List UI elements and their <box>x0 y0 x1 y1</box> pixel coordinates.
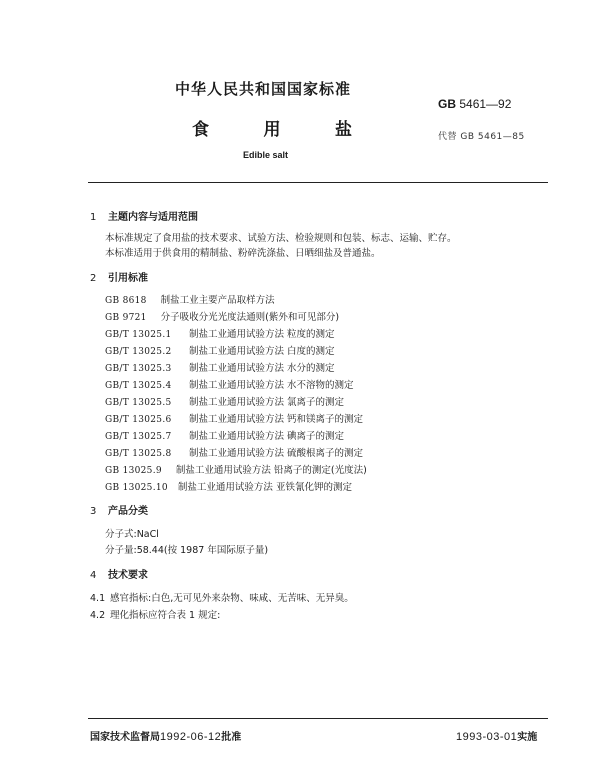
reference-code: GB 8618 <box>105 296 147 306</box>
reference-desc: 制盐工业通用试验方法 钙和镁离子的测定 <box>189 414 364 425</box>
reference-desc: 分子吸收分光光度法通则(紫外和可见部分) <box>160 312 340 323</box>
reference-desc: 制盐工业主要产品取样方法 <box>160 295 275 306</box>
reference-desc: 制盐工业通用试验方法 粒度的测定 <box>189 329 335 340</box>
standard-code-number: 5461—92 <box>459 97 512 111</box>
reference-desc: 制盐工业通用试验方法 硫酸根离子的测定 <box>189 448 364 459</box>
reference-code: GB 13025.10 <box>105 483 168 493</box>
section-title: 技术要求 <box>108 570 148 581</box>
reference-code: GB/T 13025.1 <box>105 330 172 340</box>
reference-item <box>105 377 354 391</box>
effective-label: 实施 <box>517 732 538 743</box>
reference-desc: 制盐工业通用试验方法 水分的测定 <box>189 363 335 374</box>
reference-item <box>105 309 339 323</box>
footer-rule <box>88 718 548 719</box>
section-title: 产品分类 <box>108 506 148 517</box>
molecular-formula: 分子式:NaCl <box>105 529 159 540</box>
reference-item <box>105 462 367 476</box>
reference-code: GB 13025.9 <box>105 466 162 476</box>
reference-item <box>105 292 275 306</box>
reference-item <box>105 343 335 357</box>
title-char-2: 用 <box>263 120 281 140</box>
english-title: Edible salt <box>243 150 289 160</box>
reference-code: GB 9721 <box>105 313 147 323</box>
reference-item <box>105 411 363 425</box>
reference-item <box>105 428 344 442</box>
section-4-heading <box>90 566 148 581</box>
reference-code: GB/T 13025.5 <box>105 398 172 408</box>
molecular-weight: 分子量:58.44(按 1987 年国际原子量) <box>105 545 269 556</box>
section-number: 4 <box>90 570 97 581</box>
section-title: 主题内容与适用范围 <box>108 212 198 223</box>
section-3-heading <box>90 502 148 517</box>
reference-code: GB/T 13025.3 <box>105 364 172 374</box>
title-char-1: 食 <box>192 120 209 140</box>
standard-code-prefix: GB <box>438 97 456 111</box>
standard-name: 中华人民共和国国家标准 <box>175 80 352 98</box>
header-rule <box>88 182 548 183</box>
requirement-item <box>90 590 354 604</box>
reference-item <box>105 394 344 408</box>
section-number: 1 <box>90 212 97 223</box>
section-1-para-2: 本标准适用于供食用的精制盐、粉碎洗涤盐、日晒细盐及普通盐。 <box>105 248 381 259</box>
issue-date: 1992-06-12 <box>160 731 222 743</box>
section-number: 2 <box>90 273 97 284</box>
section-1-para-1: 本标准规定了食用盐的技术要求、试验方法、检验规则和包装、标志、运输、贮存。 <box>105 233 457 244</box>
reference-desc: 制盐工业通用试验方法 水不溶物的测定 <box>189 380 354 391</box>
effective-info <box>456 728 537 743</box>
issue-label: 批准 <box>221 732 242 743</box>
section-number: 3 <box>90 506 97 517</box>
reference-item <box>105 360 335 374</box>
replaces-standard: 代替 GB 5461—85 <box>438 132 525 142</box>
issuer: 国家技术监督局 <box>90 732 160 743</box>
reference-item <box>105 479 352 493</box>
reference-desc: 制盐工业通用试验方法 碘离子的测定 <box>189 431 345 442</box>
approval-info <box>90 728 241 743</box>
title-char-3: 盐 <box>335 120 352 140</box>
reference-desc: 制盐工业通用试验方法 亚铁氰化钾的测定 <box>177 482 352 493</box>
requirement-item <box>90 607 220 621</box>
reference-item <box>105 326 335 340</box>
document-title <box>192 115 352 140</box>
reference-code: GB/T 13025.2 <box>105 347 172 357</box>
requirement-text: 理化指标应符合表 1 规定: <box>110 610 221 621</box>
section-title: 引用标准 <box>108 273 148 284</box>
requirement-number: 4.2 <box>90 610 106 621</box>
reference-desc: 制盐工业通用试验方法 氯离子的测定 <box>189 397 345 408</box>
standard-code <box>438 97 511 111</box>
requirement-number: 4.1 <box>90 593 106 604</box>
reference-desc: 制盐工业通用试验方法 铅离子的测定(光度法) <box>175 465 367 476</box>
reference-desc: 制盐工业通用试验方法 白度的测定 <box>189 346 335 357</box>
section-2-heading <box>90 269 148 284</box>
section-1-heading <box>90 208 198 223</box>
reference-code: GB/T 13025.6 <box>105 415 172 425</box>
reference-code: GB/T 13025.8 <box>105 449 172 459</box>
effective-date: 1993-03-01 <box>456 731 518 743</box>
reference-code: GB/T 13025.7 <box>105 432 172 442</box>
requirement-text: 感官指标:白色,无可见外来杂物、味咸、无苦味、无异臭。 <box>110 593 354 604</box>
reference-item <box>105 445 363 459</box>
reference-code: GB/T 13025.4 <box>105 381 172 391</box>
